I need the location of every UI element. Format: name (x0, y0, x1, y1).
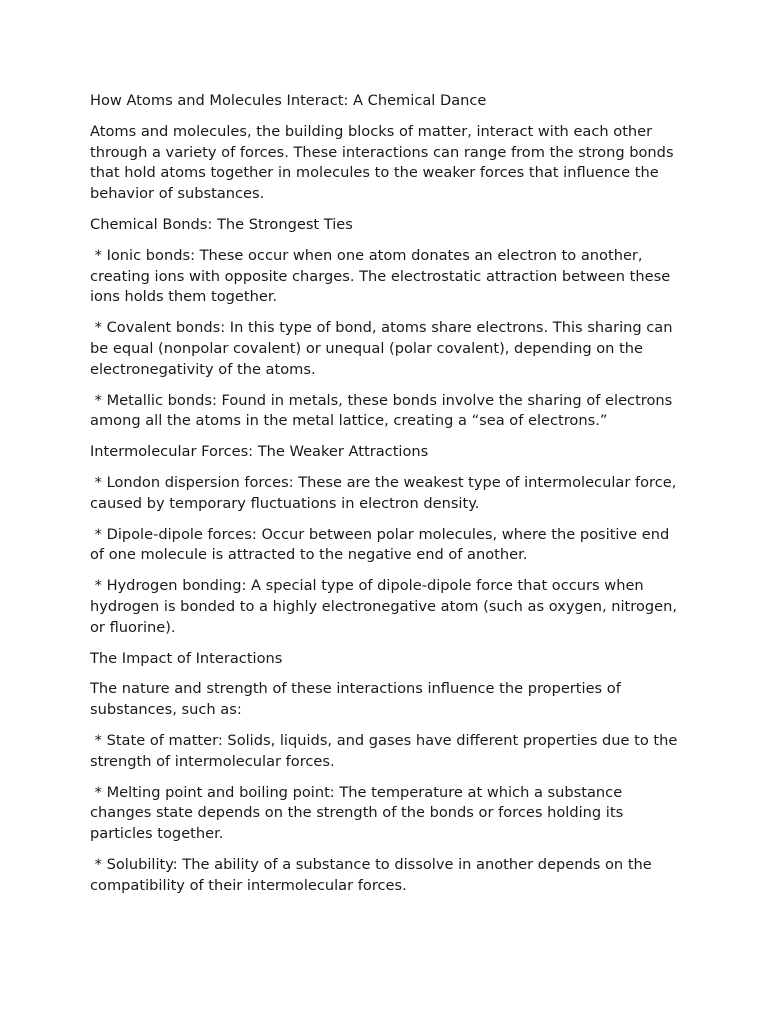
document-title: How Atoms and Molecules Interact: A Chemical Dance (90, 92, 487, 109)
list-item-hydrogen-bonding: * Hydrogen bonding: A special type of dipole-dipole force that occurs when hydrogen is bonded to a highly electronegative atom (such as oxygen, nitrogen, or fluorine). (90, 577, 682, 636)
section-heading-impact: The Impact of Interactions (90, 649, 283, 667)
list-item-london-dispersion: * London dispersion forces: These are the weakest type of intermolecular force, caused by temporary fluctuations in electron density. (90, 473, 681, 512)
list-item-melting-boiling-point: * Melting point and boiling point: The temperature at which a substance changes state depends on the strength of the bonds or forces holding its particles together. (90, 783, 628, 843)
section-heading-chemical-bonds: Chemical Bonds: The Strongest Ties (90, 215, 353, 233)
list-item-solubility: * Solubility: The ability of a substance to dissolve in another depends on the compatibility of their intermolecular forces. (90, 855, 657, 894)
list-item-dipole-dipole: * Dipole-dipole forces: Occur between polar molecules, where the positive end of one molecule is attracted to the negative end of another. (90, 525, 674, 564)
list-item-state-of-matter: * State of matter: Solids, liquids, and gases have different properties due to the strength of intermolecular forces. (90, 731, 683, 770)
list-item-covalent-bonds: * Covalent bonds: In this type of bond, atoms share electrons. This sharing can be equal (nonpolar covalent) or unequal (polar covalent), depending on the electronegativity of the atoms. (90, 319, 678, 378)
list-item-ionic-bonds: * Ionic bonds: These occur when one atom donates an electron to another, creating ions with opposite charges. The electrostatic attraction between these ions holds them together. (90, 246, 675, 306)
document-page (90, 91, 683, 907)
section-heading-intermolecular-forces: Intermolecular Forces: The Weaker Attractions (90, 443, 429, 461)
list-item-metallic-bonds: * Metallic bonds: Found in metals, these bonds involve the sharing of electrons among all the atoms in the metal lattice, creating a “sea of electrons.” (90, 391, 677, 430)
intro-paragraph: Atoms and molecules, the building blocks of matter, interact with each other through a variety of forces. These interactions can range from the strong bonds that hold atoms together in molecules to the weaker forces that influence the behavior of substances. (90, 122, 679, 203)
impact-paragraph: The nature and strength of these interactions influence the properties of substances, such as: (90, 680, 626, 719)
